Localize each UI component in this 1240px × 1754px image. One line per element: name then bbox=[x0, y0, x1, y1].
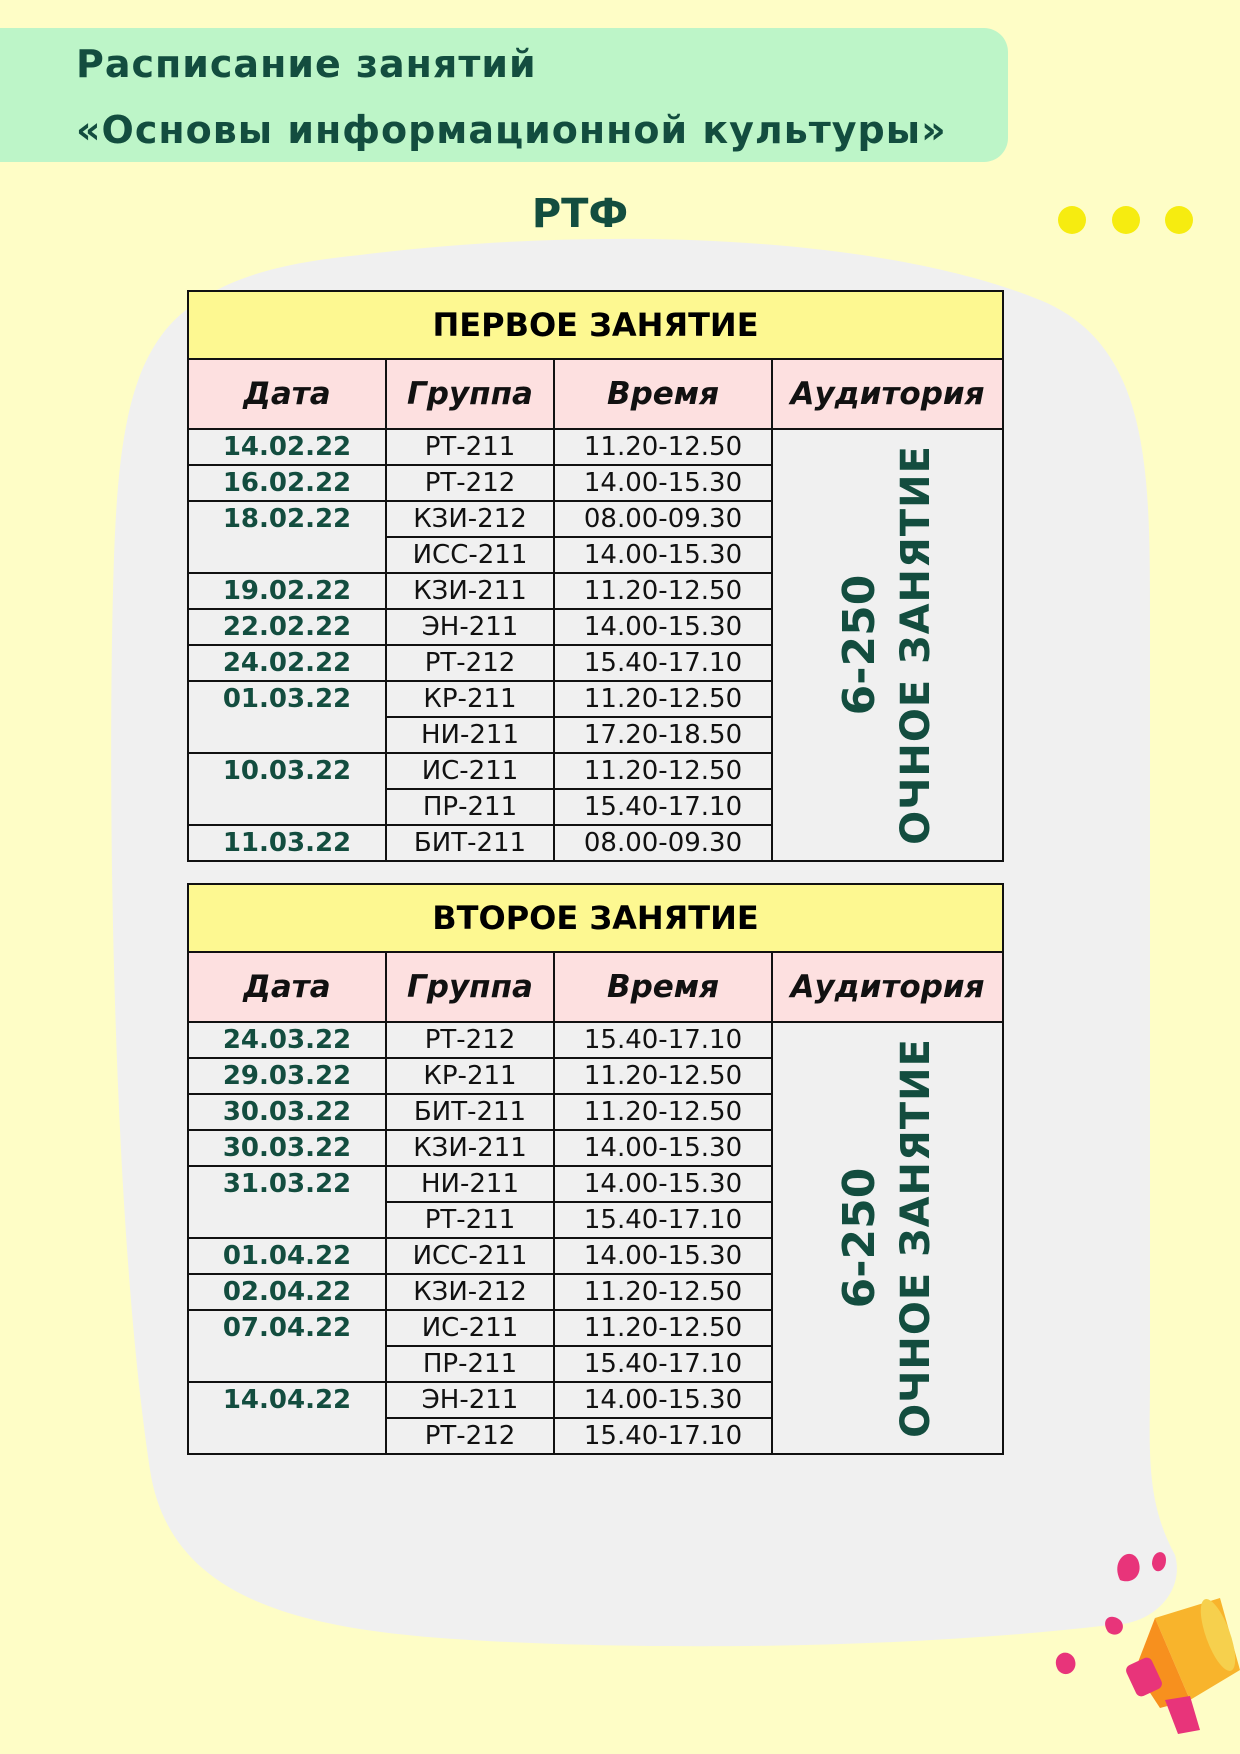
column-header-date: Дата bbox=[188, 952, 386, 1022]
room-type: ОЧНОЕ ЗАНЯТИЕ bbox=[892, 445, 939, 845]
group-cell: КР-211 bbox=[386, 1058, 554, 1094]
room-label bbox=[832, 445, 944, 845]
column-header-group: Группа bbox=[386, 952, 554, 1022]
group-cell: РТ-211 bbox=[386, 429, 554, 465]
group-cell: БИТ-211 bbox=[386, 825, 554, 861]
date-cell: 24.02.22 bbox=[188, 645, 386, 681]
page-title-line1: Расписание занятий bbox=[76, 42, 537, 86]
room-number: 6-250 bbox=[833, 574, 885, 716]
room-number: 6-250 bbox=[833, 1167, 885, 1309]
group-cell: РТ-212 bbox=[386, 1418, 554, 1454]
time-cell: 14.00-15.30 bbox=[554, 609, 772, 645]
room-cell bbox=[772, 429, 1003, 861]
date-cell: 10.03.22 bbox=[188, 753, 386, 825]
group-cell: РТ-212 bbox=[386, 1022, 554, 1058]
date-cell: 01.04.22 bbox=[188, 1238, 386, 1274]
date-cell: 30.03.22 bbox=[188, 1094, 386, 1130]
section-header-row bbox=[188, 291, 1003, 359]
column-header-time: Время bbox=[554, 952, 772, 1022]
group-cell: ЭН-211 bbox=[386, 1382, 554, 1418]
dot-icon bbox=[1165, 206, 1193, 234]
time-cell: 08.00-09.30 bbox=[554, 501, 772, 537]
date-cell: 29.03.22 bbox=[188, 1058, 386, 1094]
date-cell: 18.02.22 bbox=[188, 501, 386, 573]
time-cell: 14.00-15.30 bbox=[554, 1130, 772, 1166]
time-cell: 11.20-12.50 bbox=[554, 753, 772, 789]
column-header-row bbox=[188, 952, 1003, 1022]
time-cell: 08.00-09.30 bbox=[554, 825, 772, 861]
date-cell: 30.03.22 bbox=[188, 1130, 386, 1166]
date-cell: 02.04.22 bbox=[188, 1274, 386, 1310]
time-cell: 11.20-12.50 bbox=[554, 1094, 772, 1130]
date-cell: 31.03.22 bbox=[188, 1166, 386, 1238]
column-header-room: Аудитория bbox=[772, 359, 1003, 429]
date-cell: 07.04.22 bbox=[188, 1310, 386, 1382]
schedule-table-second bbox=[187, 883, 1004, 1455]
group-cell: РТ-212 bbox=[386, 645, 554, 681]
room-cell bbox=[772, 1022, 1003, 1454]
time-cell: 15.40-17.10 bbox=[554, 1202, 772, 1238]
group-cell: РТ-212 bbox=[386, 465, 554, 501]
table-row bbox=[188, 1022, 1003, 1058]
time-cell: 11.20-12.50 bbox=[554, 1310, 772, 1346]
group-cell: РТ-211 bbox=[386, 1202, 554, 1238]
group-cell: КЗИ-212 bbox=[386, 1274, 554, 1310]
group-cell: КР-211 bbox=[386, 681, 554, 717]
group-cell: КЗИ-211 bbox=[386, 573, 554, 609]
time-cell: 15.40-17.10 bbox=[554, 1346, 772, 1382]
group-cell: ИСС-211 bbox=[386, 1238, 554, 1274]
date-cell: 19.02.22 bbox=[188, 573, 386, 609]
group-cell: ИС-211 bbox=[386, 753, 554, 789]
date-cell: 14.02.22 bbox=[188, 429, 386, 465]
time-cell: 14.00-15.30 bbox=[554, 537, 772, 573]
table-row bbox=[188, 429, 1003, 465]
group-cell: ЭН-211 bbox=[386, 609, 554, 645]
time-cell: 14.00-15.30 bbox=[554, 1166, 772, 1202]
time-cell: 14.00-15.30 bbox=[554, 1238, 772, 1274]
group-cell: НИ-211 bbox=[386, 1166, 554, 1202]
room-label bbox=[832, 1038, 944, 1438]
time-cell: 11.20-12.50 bbox=[554, 1274, 772, 1310]
group-cell: ИСС-211 bbox=[386, 537, 554, 573]
dot-icon bbox=[1112, 206, 1140, 234]
date-cell: 24.03.22 bbox=[188, 1022, 386, 1058]
date-cell: 14.04.22 bbox=[188, 1382, 386, 1454]
group-cell: КЗИ-212 bbox=[386, 501, 554, 537]
time-cell: 15.40-17.10 bbox=[554, 1418, 772, 1454]
group-cell: КЗИ-211 bbox=[386, 1130, 554, 1166]
page-title-line2: «Основы информационной культуры» bbox=[76, 108, 947, 152]
group-cell: ИС-211 bbox=[386, 1310, 554, 1346]
column-header-room: Аудитория bbox=[772, 952, 1003, 1022]
group-cell: ПР-211 bbox=[386, 789, 554, 825]
column-header-group: Группа bbox=[386, 359, 554, 429]
date-cell: 11.03.22 bbox=[188, 825, 386, 861]
time-cell: 15.40-17.10 bbox=[554, 645, 772, 681]
section-header-row bbox=[188, 884, 1003, 952]
column-header-row bbox=[188, 359, 1003, 429]
time-cell: 14.00-15.30 bbox=[554, 1382, 772, 1418]
group-cell: ПР-211 bbox=[386, 1346, 554, 1382]
faculty-label: РТФ bbox=[531, 191, 629, 237]
dot-icon bbox=[1058, 206, 1086, 234]
section-title: ПЕРВОЕ ЗАНЯТИЕ bbox=[188, 291, 1003, 359]
column-header-date: Дата bbox=[188, 359, 386, 429]
section-title: ВТОРОЕ ЗАНЯТИЕ bbox=[188, 884, 1003, 952]
time-cell: 11.20-12.50 bbox=[554, 1058, 772, 1094]
megaphone-icon bbox=[1040, 1520, 1240, 1754]
date-cell: 16.02.22 bbox=[188, 465, 386, 501]
time-cell: 15.40-17.10 bbox=[554, 789, 772, 825]
time-cell: 11.20-12.50 bbox=[554, 573, 772, 609]
column-header-time: Время bbox=[554, 359, 772, 429]
room-type: ОЧНОЕ ЗАНЯТИЕ bbox=[892, 1038, 939, 1438]
time-cell: 14.00-15.30 bbox=[554, 465, 772, 501]
time-cell: 11.20-12.50 bbox=[554, 429, 772, 465]
date-cell: 22.02.22 bbox=[188, 609, 386, 645]
time-cell: 11.20-12.50 bbox=[554, 681, 772, 717]
date-cell: 01.03.22 bbox=[188, 681, 386, 753]
schedule-table-first bbox=[187, 290, 1004, 862]
time-cell: 17.20-18.50 bbox=[554, 717, 772, 753]
group-cell: НИ-211 bbox=[386, 717, 554, 753]
time-cell: 15.40-17.10 bbox=[554, 1022, 772, 1058]
group-cell: БИТ-211 bbox=[386, 1094, 554, 1130]
